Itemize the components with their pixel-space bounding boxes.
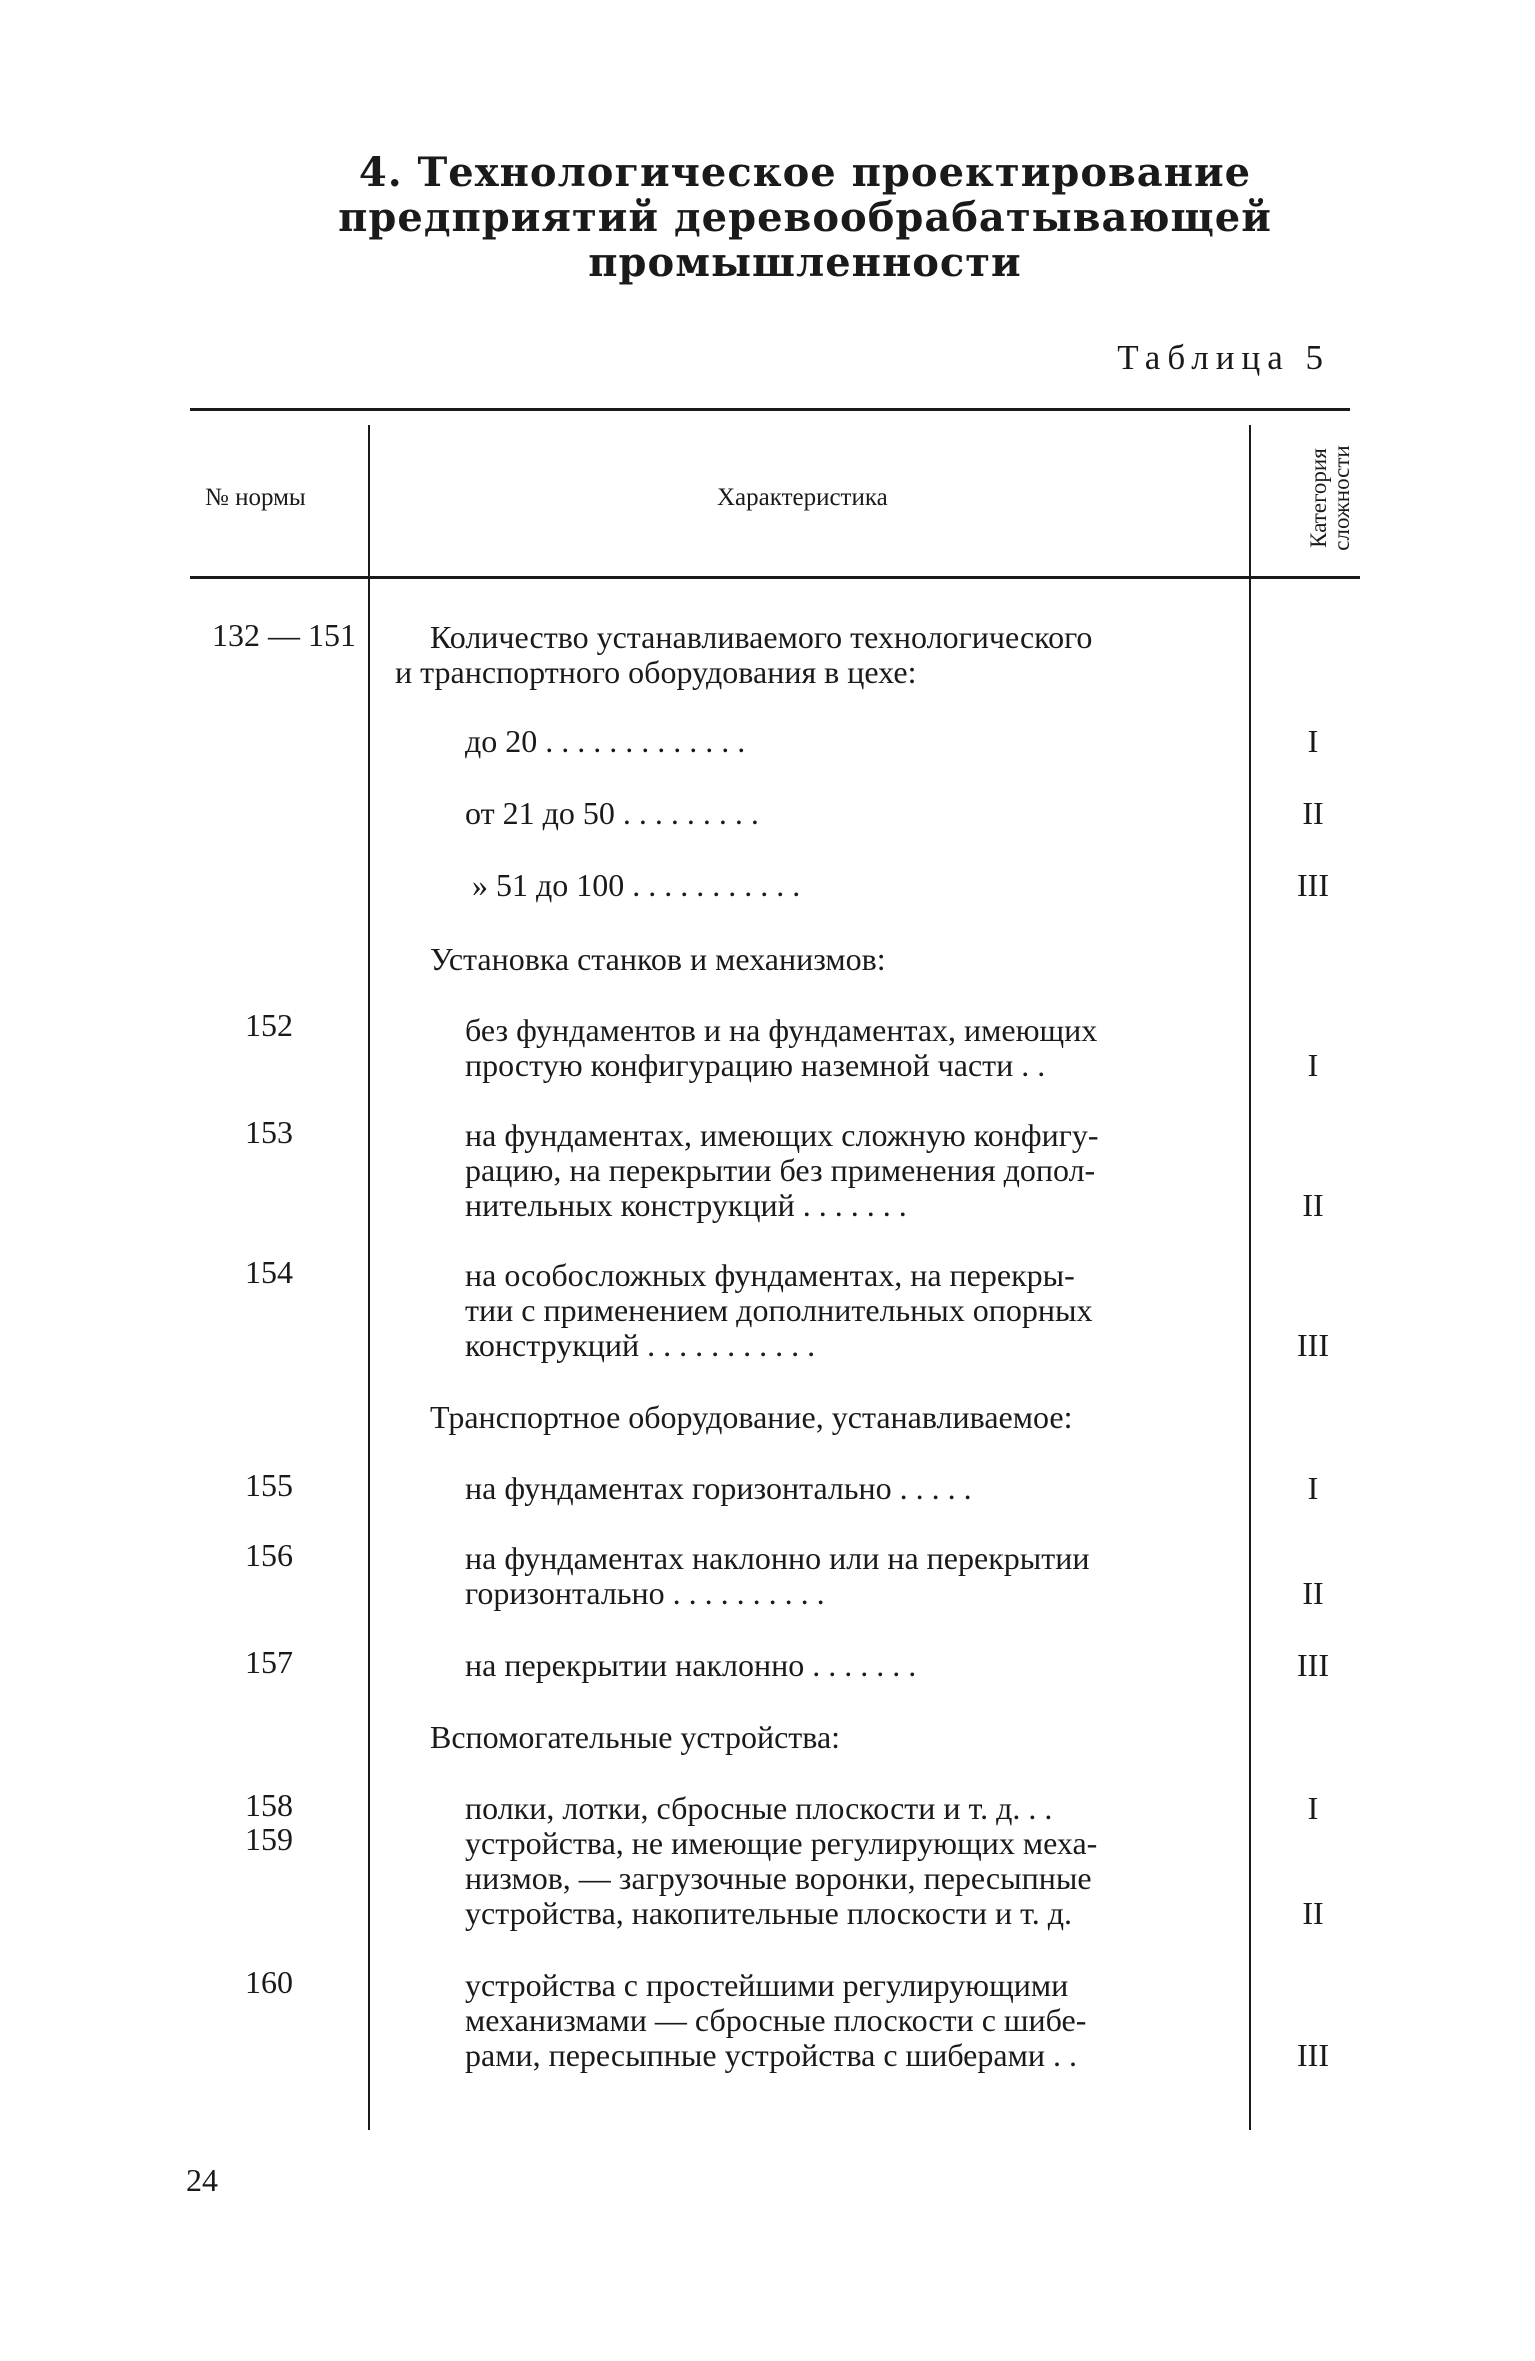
category-157: III [1297, 1647, 1329, 1683]
column-header-category-line-1: Категория [1306, 448, 1331, 548]
characteristic-153-line-2: рацию, на перекрытии без применения допол- [465, 1152, 1096, 1188]
characteristic-132c: » 51 до 100 . . . . . . . . . . . [472, 867, 801, 903]
characteristic-132a: до 20 . . . . . . . . . . . . . [465, 723, 746, 759]
characteristic-154-line-2: тии с применением дополнительных опорных [465, 1292, 1093, 1328]
page-number: 24 [186, 2162, 218, 2198]
category-132a: I [1307, 723, 1319, 759]
norm-number-157: 157 [245, 1644, 293, 1680]
characteristic-156-line-1: на фундаментах наклонно или на перекрытии [465, 1540, 1090, 1576]
column-header-category [1306, 430, 1354, 566]
characteristic-132-line-1: Количество устанавливаемого технологического [430, 619, 1093, 655]
characteristic-153-line-1: на фундаментах, имеющих сложную конфигу- [465, 1117, 1099, 1153]
characteristic-132b: от 21 до 50 . . . . . . . . . [465, 795, 759, 831]
table-top-rule [190, 408, 1350, 411]
norm-number-156: 156 [245, 1537, 293, 1573]
norm-number-132-151: 132 — 151 [212, 617, 356, 653]
category-153: II [1302, 1187, 1324, 1223]
characteristic-160-line-2: механизмами — сбросные плоскости с шибе- [465, 2002, 1087, 2038]
norm-number-158: 158 [245, 1787, 293, 1823]
characteristic-157: на перекрытии наклонно . . . . . . . [465, 1647, 917, 1683]
table-label: Таблица 5 [1117, 338, 1330, 377]
column-divider-left [368, 425, 370, 2130]
section-title-line-3: промышленности [588, 239, 1022, 286]
norm-number-159: 159 [245, 1821, 293, 1857]
norm-number-152: 152 [245, 1007, 293, 1043]
characteristic-132-line-2: и транспортного оборудования в цехе: [395, 654, 917, 690]
characteristic-154-line-1: на особосложных фундаментах, на перекры- [465, 1257, 1075, 1293]
characteristic-152-line-1: без фундаментов и на фундаментах, имеющих [465, 1012, 1098, 1048]
norm-number-155: 155 [245, 1467, 293, 1503]
norm-number-153: 153 [245, 1114, 293, 1150]
column-header-number: № нормы [205, 484, 306, 511]
category-158: I [1307, 1790, 1319, 1826]
table-header-rule [190, 576, 1360, 579]
category-152: I [1307, 1047, 1319, 1083]
category-155: I [1307, 1470, 1319, 1506]
section-title [330, 150, 1280, 285]
column-divider-right [1249, 425, 1251, 2130]
characteristic-159-line-1: устройства, не имеющие регулирующих меха- [465, 1825, 1098, 1861]
norm-number-154: 154 [245, 1254, 293, 1290]
group-heading-transport: Транспортное оборудование, устанавливаемое: [430, 1399, 1073, 1435]
characteristic-158: полки, лотки, сбросные плоскости и т. д. . . [465, 1790, 1053, 1826]
category-156: II [1302, 1575, 1324, 1611]
norm-number-160: 160 [245, 1964, 293, 2000]
group-heading-machines: Установка станков и механизмов: [430, 941, 886, 977]
column-header-characteristic: Характеристика [717, 484, 888, 511]
characteristic-159-line-2: низмов, — загрузочные воронки, пересыпные [465, 1860, 1092, 1896]
characteristic-153-line-3: нительных конструкций . . . . . . . [465, 1187, 907, 1223]
group-heading-auxiliary: Вспомогательные устройства: [430, 1719, 841, 1755]
section-title-line-1: 4. Технологическое проектирование [358, 149, 1252, 196]
characteristic-156-line-2: горизонтально . . . . . . . . . . [465, 1575, 825, 1611]
characteristic-159-line-3: устройства, накопительные плоскости и т. д. [465, 1895, 1072, 1931]
section-title-line-2: предприятий деревообрабатывающей [338, 194, 1272, 241]
characteristic-160-line-1: устройства с простейшими регулирующими [465, 1967, 1069, 2003]
category-159: II [1302, 1895, 1324, 1931]
category-132b: II [1302, 795, 1324, 831]
category-154: III [1297, 1327, 1329, 1363]
characteristic-160-line-3: рами, пересыпные устройства с шиберами . . [465, 2037, 1077, 2073]
category-160: III [1297, 2037, 1329, 2073]
category-132c: III [1297, 867, 1329, 903]
column-header-category-line-2: сложности [1329, 445, 1354, 551]
characteristic-155: на фундаментах горизонтально . . . . . [465, 1470, 972, 1506]
characteristic-154-line-3: конструкций . . . . . . . . . . . [465, 1327, 816, 1363]
characteristic-152-line-2: простую конфигурацию наземной части . . [465, 1047, 1046, 1083]
